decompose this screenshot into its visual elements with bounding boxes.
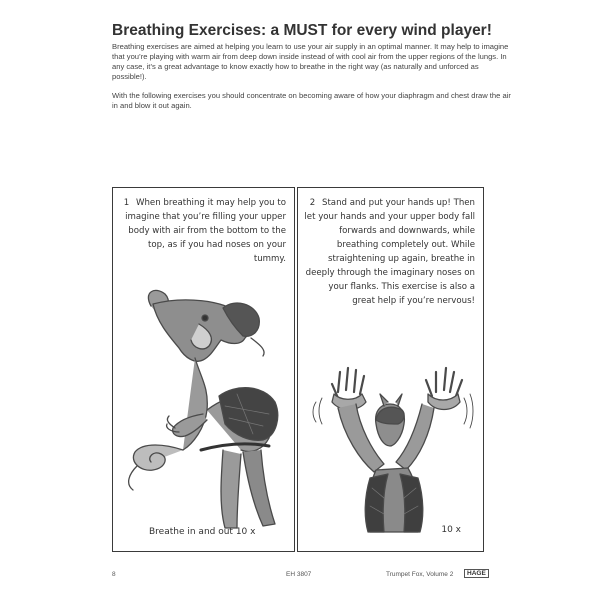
exercise-panel-1 <box>112 187 295 552</box>
publisher-logo: HAGE <box>464 569 489 578</box>
intro-paragraph-1: Breathing exercises are aimed at helping you learn to use your air supply in an optimal manner. It may help to imagine that you’re playing with warm air from deep down inside instead of with cool air from the upper regions of the lungs. In any case, it’s a great advantage to know exactly how to breathe in the right way (as naturally and unforced as possible!). <box>112 42 509 81</box>
exercise-1-instructions: When breathing it may help you to imagine that you’re filling your upper body with air from the bottom to the top, as if you had noses on your tummy. <box>125 198 286 264</box>
exercise-2-caption: 10 x <box>441 525 461 535</box>
fox-breathing-illustration <box>113 188 294 551</box>
exercise-panel-2 <box>297 187 484 552</box>
exercise-2-instructions: Stand and put your hands up! Then let your hands and your upper body fall forwards and downwards, while breathing completely out. While straightening up again, breathe in deeply through the imaginary noses on your flanks. This exercise is also a great help if you’re nervous! <box>304 198 475 306</box>
intro-text <box>112 42 512 120</box>
page-number: 8 <box>112 571 116 578</box>
exercise-1-number: 1 <box>123 198 130 208</box>
exercise-1-caption: Breathe in and out 10 x <box>149 527 256 537</box>
exercise-2-number: 2 <box>309 198 316 208</box>
intro-paragraph-2: With the following exercises you should concentrate on becoming aware of how your diaphragm and chest draw the air in and blow it out again. <box>112 91 511 110</box>
fox-arms-raised-illustration <box>298 188 483 551</box>
page-title: Breathing Exercises: a MUST for every wind player! <box>112 22 492 39</box>
book-title: Trumpet Fox, Volume 2 <box>386 571 454 578</box>
catalog-code: EH 3807 <box>286 571 312 578</box>
